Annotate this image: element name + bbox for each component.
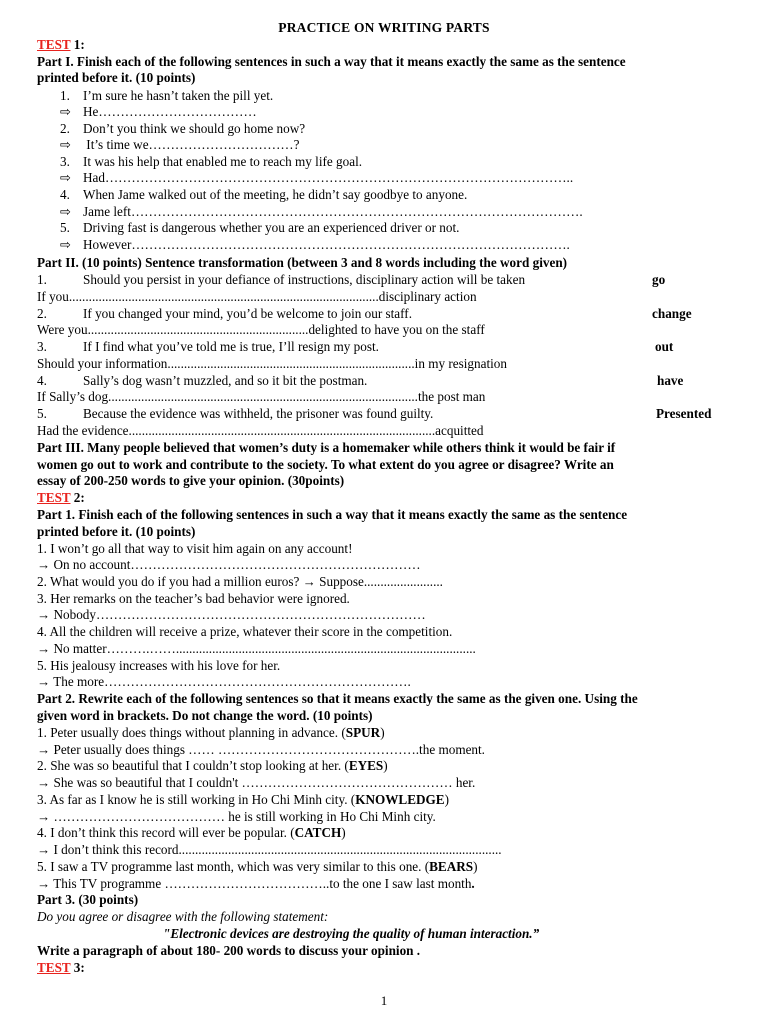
list-item: 1. I’m sure he hasn’t taken the pill yet. <box>60 88 274 103</box>
test2-header: TEST 2: <box>37 490 85 505</box>
list-item: 3. As far as I know he is still working in Ho Chi Minh city. (KNOWLEDGE) <box>37 792 449 807</box>
test2-part3-statement: "Electronic devices are destroying the quality of human interaction.” <box>163 926 540 941</box>
list-item: 3. It was his help that enabled me to reach my life goal. <box>60 154 363 169</box>
arrow-right-icon: ⇨ <box>60 170 72 185</box>
test2-part3-intro: Do you agree or disagree with the following statement: <box>37 909 329 924</box>
test1-part3-heading-2: women go out to work and contribute to the society. To what extent do you agree or disagree? Write an <box>37 457 614 472</box>
test2-part1-heading: Part 1. Finish each of the following sentences in such a way that it means exactly the same as the sentence <box>37 507 628 522</box>
test2-part2-heading: Part 2. Rewrite each of the following sentences so that it means exactly the same as the given one. Using the <box>37 691 638 706</box>
answer-line: → No matter……….……........................................................................................... <box>37 641 476 656</box>
list-item: 2. If you changed your mind, you’d be welcome to join our staff. <box>37 306 412 321</box>
test3-header: TEST 3: <box>37 960 85 975</box>
list-item: 3. Her remarks on the teacher’s bad behavior were ignored. <box>37 591 350 606</box>
list-item: 1. Peter usually does things without planning in advance. (SPUR) <box>37 725 385 740</box>
answer-line: → Nobody………………………………………………………………… <box>37 607 426 622</box>
arrow-right-icon: ⇨ <box>60 104 72 119</box>
test1-label: TEST <box>37 37 71 52</box>
answer-line: Had the evidence.............................................................................................acquitted <box>37 423 484 438</box>
list-item: 5. I saw a TV programme last month, which was very similar to this one. (BEARS) <box>37 859 478 874</box>
answer-line: ⇨ Jame left…………………………………………………………………………………………. <box>60 204 583 219</box>
test1-part3-heading-3: essay of 200-250 words to give your opinion. (30points) <box>37 473 345 488</box>
arrow-right-icon: ⇨ <box>60 137 72 152</box>
list-item: 4. I don’t think this record will ever be popular. (CATCH) <box>37 825 346 840</box>
answer-line: ⇨ Had…………………………………………………………………………………………….. <box>60 170 574 185</box>
arrow-right-icon: ⇨ <box>60 204 72 219</box>
list-item: 4. All the children will receive a prize, whatever their score in the competition. <box>37 624 453 639</box>
page-number: 1 <box>380 993 388 1008</box>
test1-header: TEST 1: <box>37 37 85 52</box>
list-item: 2. She was so beautiful that I couldn’t stop looking at her. (EYES) <box>37 758 388 773</box>
test2-label: TEST <box>37 490 71 505</box>
given-word: Presented <box>656 406 712 421</box>
answer-line: → On no account………………………………………………………… <box>37 557 421 572</box>
list-item: 1. I won’t go all that way to visit him again on any account! <box>37 541 353 556</box>
answer-line: Were you...................................................................delighted to have you on the staff <box>37 322 485 337</box>
arrow-right-icon: ⇨ <box>60 237 72 252</box>
list-item: 3. If I find what you’ve told me is true, I’ll resign my post. <box>37 339 379 354</box>
test1-part1-heading-2: printed before it. (10 points) <box>37 70 196 85</box>
test2-part3-heading: Part 3. (30 points) <box>37 892 139 907</box>
answer-line: → The more……………………………………………………………. <box>37 674 411 689</box>
list-item: 5. Because the evidence was withheld, the prisoner was found guilty. <box>37 406 434 421</box>
answer-line: ⇨ It’s time we……………………………? <box>60 137 300 152</box>
given-word: have <box>657 373 684 388</box>
test2-part2-heading-2: given word in brackets. Do not change the word. (10 points) <box>37 708 373 723</box>
given-word: out <box>655 339 674 354</box>
answer-line: → ………………………………… he is still working in Ho Chi Minh city. <box>37 809 436 824</box>
given-word: change <box>652 306 692 321</box>
list-item: 4. When Jame walked out of the meeting, he didn’t say goodbye to anyone. <box>60 187 468 202</box>
answer-line: → Peter usually does things …… ……………………………………….the moment. <box>37 742 485 757</box>
given-word: go <box>652 272 666 287</box>
answer-line: ⇨ However………………………………………………………………………………………. <box>60 237 570 252</box>
answer-line: ⇨ He……………………………… <box>60 104 257 119</box>
list-item: 2. Don’t you think we should go home now? <box>60 121 306 136</box>
answer-line: Should your information...........................................................................in my resignation <box>37 356 507 371</box>
list-item: 1. Should you persist in your defiance of instructions, disciplinary action will be taken <box>37 272 526 287</box>
list-item: 2. What would you do if you had a million euros? → Suppose........................ <box>37 574 443 589</box>
list-item: 4. Sally’s dog wasn’t muzzled, and so it bit the postman. <box>37 373 368 388</box>
test1-part2-heading: Part II. (10 points) Sentence transformation (between 3 and 8 words including the word given) <box>37 255 568 270</box>
answer-line: → This TV programme ………………………………..to the one I saw last month. <box>37 876 475 891</box>
test1-part3-heading: Part III. Many people believed that women’s duty is a homemaker while others think it would be fair if <box>37 440 616 455</box>
answer-line: → I don’t think this record.................................................................................................. <box>37 842 502 857</box>
test3-label: TEST <box>37 960 71 975</box>
answer-line: If you..............................................................................................disciplinary action <box>37 289 477 304</box>
test1-part1-heading: Part I. Finish each of the following sentences in such a way that it means exactly the same as the sentence <box>37 54 626 69</box>
answer-line: → She was so beautiful that I couldn't ………………………………………… her. <box>37 775 476 790</box>
list-item: 5. His jealousy increases with his love for her. <box>37 658 281 673</box>
page-title: PRACTICE ON WRITING PARTS <box>278 20 490 35</box>
answer-line: If Sally’s dog..............................................................................................the post man <box>37 389 486 404</box>
test2-part1-heading-2: printed before it. (10 points) <box>37 524 196 539</box>
list-item: 5. Driving fast is dangerous whether you are an experienced driver or not. <box>60 220 460 235</box>
test2-part3-task: Write a paragraph of about 180- 200 words to discuss your opinion . <box>37 943 421 958</box>
